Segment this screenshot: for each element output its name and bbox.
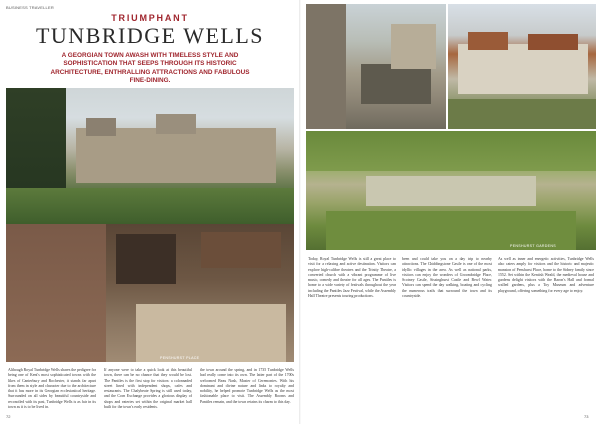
body-column-left-3: the town around the spring, and in 1735 Tunbridge Wells had really come into its own. The latter part of the 1700s welcomed Beau Nash, Master of Ceremonies. With his dominant and divine nature and links to royalty and nobility, he helped promote Tunbridge Wells as the most fashionable place to visit. The Assembly Rooms and Pantiles remain, and the town retains its charm to this day. [200,368,294,404]
body-column-right-2: been and could take you on a day trip to nearby attractions. The Chiddingstone Castle is one of the most idyllic villages in the area. As well as national parks, visitors can enjoy the wonders of Groombridge Place, Scotney Castle, Sissinghurst Castle and Bewl Water. Visitors can spend the day walking, boating and cycling the numerous trails that surround the town and its countryside. [402,257,492,299]
photo-street-view [306,4,446,129]
publication-brand: BUSINESS TRAVELLER [6,5,54,10]
photo-tudor-cottages [448,4,596,129]
body-column-right-3: As well as inner and energetic activities, Tunbridge Wells also caters amply for visitors and the historic and majestic mansion of Penshurst Place, home to the Sidney family since 1552. Set within the Kentish Weald, the medieval house and gardens delight visitors with the Baron's Hall and formal walled gardens, plus a Toy Museum and adventure playground, offering something for every age to enjoy. [498,257,594,293]
photo-manor-house [6,88,294,224]
article-standfirst: A GEORGIAN TOWN AWASH WITH TIMELESS STYLE AND SOPHISTICATION THAT SEEPS THROUGH ITS HISTORIC ARCHITECTURE, ENTHRALLING ATTRACTIONS AND FABULOUS FINE-DINING. [50,52,250,85]
page-gutter [299,0,301,424]
photo-formal-garden [306,131,596,250]
body-column-left-2: If anyone were to take a quick look at this beautiful town, there can be no chance that they would be lost. The Pantiles is the first stop for visitors: a colonnaded street lined with independent shops, cafes and restaurants. The Chalybeate Spring is still used today, and the Corn Exchange provides a glorious display of shops and eateries set within the original market hall built for the town's early residents. [104,368,192,410]
article-kicker: TRIUMPHANT [111,13,189,23]
page-number-right: 73 [584,414,589,419]
page-number-left: 72 [6,414,11,419]
caption-left-photo: PENSHURST PLACE [160,356,200,360]
body-column-left-1: Although Royal Tunbridge Wells shares the pedigree for being one of Kent's most sophisticated towns with the likes of Canterbury and Rochester, it stands far apart from them in style and character due to the architecture that it has more in its Georgian ecclesiastical heritage. Surrounded on all sides by beautiful countryside and reconciled with its past, Tunbridge Wells is as fair in its town as it is to be lived in. [8,368,96,410]
photo-interior-hall [6,224,294,362]
caption-right-photo: PENSHURST GARDENS [510,244,556,248]
article-headline: TUNBRIDGE WELLS [35,23,265,48]
body-column-right-1: Today, Royal Tunbridge Wells is still a great place to visit for a relaxing and active destination. Visitors can explore high-calibre theatres and the Trinity Theatre, a converted church with a vibrant programme of live music, comedy and theatre for all ages. The Pantiles is home to a wide variety of festivals throughout the year including the Pantiles Jazz Festival, while the Assembly Hall Theatre presents touring productions. [308,257,396,299]
